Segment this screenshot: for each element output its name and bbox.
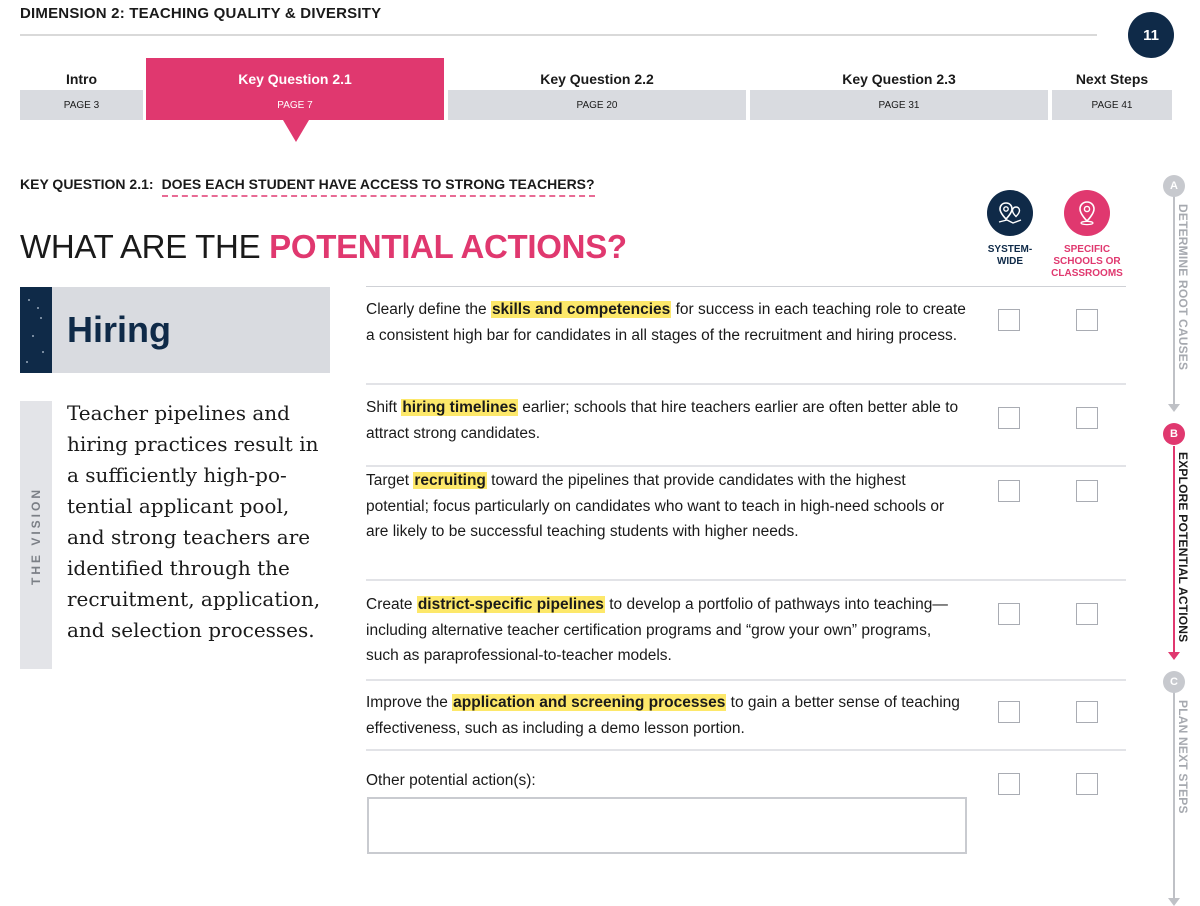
action-item [366, 395, 1126, 467]
tab-page: PAGE 31 [750, 90, 1048, 120]
actions-top-divider [366, 286, 1126, 287]
checkbox-specific[interactable] [1076, 701, 1098, 723]
action-highlight: hiring timelines [402, 399, 517, 416]
checkbox-system-wide[interactable] [998, 773, 1020, 795]
map-pin-icon [1064, 190, 1110, 236]
checkbox-specific[interactable] [1076, 773, 1098, 795]
side-nav-label-a[interactable]: DETERMINE ROOT CAUSES [1176, 204, 1190, 371]
action-text: Create district-specific pipelines to develop a portfolio of pathways into teaching—including alternative teacher certification programs and “grow your own” programs, such as paraprofessional-to-teacher models. [366, 596, 948, 664]
checkbox-specific[interactable] [1076, 309, 1098, 331]
side-nav-step-a[interactable]: A [1163, 175, 1185, 197]
key-question [20, 176, 595, 192]
chevron-down-icon [1168, 898, 1180, 906]
vision-label: THE VISION [29, 486, 43, 586]
checkbox-specific[interactable] [1076, 407, 1098, 429]
chevron-down-icon [1168, 404, 1180, 412]
side-nav-label-b[interactable]: EXPLORE POTENTIAL ACTIONS [1176, 452, 1190, 643]
key-question-prefix: KEY QUESTION 2.1: [20, 176, 154, 192]
map-pins-icon [987, 190, 1033, 236]
tab-page: PAGE 7 [277, 99, 313, 111]
action-highlight: recruiting [414, 472, 486, 489]
action-highlight: skills and competencies [491, 301, 671, 318]
tab-label: Key Question 2.2 [540, 71, 654, 87]
checkbox-specific[interactable] [1076, 603, 1098, 625]
section-image-strip [20, 287, 52, 373]
side-nav-line [1173, 196, 1175, 404]
page-headline [20, 228, 627, 266]
tab-intro[interactable] [20, 58, 143, 120]
headline-accent: POTENTIAL ACTIONS? [269, 228, 627, 265]
checkbox-system-wide[interactable] [998, 407, 1020, 429]
chevron-down-icon [1168, 652, 1180, 660]
other-actions-field[interactable] [367, 797, 967, 854]
column-label-system-wide: SYSTEM-WIDE [987, 244, 1033, 267]
column-label-specific: SPECIFIC SCHOOLS OR CLASSROOMS [1051, 244, 1123, 279]
action-text: Clearly define the skills and competencies for success in each teaching role to create a consistent high bar for candidates in all stages of the recruitment and hiring process. [366, 301, 966, 344]
dimension-title: DIMENSION 2: TEACHING QUALITY & DIVERSITY [20, 5, 382, 22]
checkbox-system-wide[interactable] [998, 309, 1020, 331]
tab-next-steps[interactable] [1052, 58, 1172, 120]
other-actions-label: Other potential action(s): [366, 772, 536, 789]
section-title: Hiring [67, 309, 171, 350]
side-nav-label-c[interactable]: PLAN NEXT STEPS [1176, 700, 1190, 814]
headline-lead: WHAT ARE THE [20, 228, 270, 265]
tab-key-question-2-2[interactable] [448, 58, 746, 120]
section-header [20, 287, 330, 373]
side-nav-step-c[interactable]: C [1163, 671, 1185, 693]
side-nav-step-b[interactable]: B [1163, 423, 1185, 445]
checkbox-system-wide[interactable] [998, 480, 1020, 502]
tab-key-question-2-3[interactable] [750, 58, 1048, 120]
action-text: Improve the application and screening processes to gain a better sense of teaching effectiveness, such as including a demo lesson portion. [366, 694, 960, 737]
tab-key-question-2-1[interactable] [146, 58, 444, 120]
vision-text: Teacher pipelines and hiring practices result in a sufficiently high-potential applicant pool, and strong teachers are identified through the recruitment, application, and selection processes. [67, 401, 321, 642]
action-text: Shift hiring timelines earlier; schools that hire teachers earlier are often better able to attract strong candidates. [366, 399, 959, 442]
tab-label: Key Question 2.1 [238, 71, 352, 87]
active-tab-pointer [283, 120, 309, 142]
tab-label: Key Question 2.3 [842, 71, 956, 87]
checkbox-specific[interactable] [1076, 480, 1098, 502]
action-highlight: district-specific pipelines [417, 596, 604, 613]
key-question-text: DOES EACH STUDENT HAVE ACCESS TO STRONG TEACHERS? [162, 176, 595, 197]
tab-page: PAGE 41 [1052, 90, 1172, 120]
header-divider [20, 34, 1097, 36]
checkbox-system-wide[interactable] [998, 603, 1020, 625]
action-highlight: application and screening processes [453, 694, 726, 711]
checkbox-system-wide[interactable] [998, 701, 1020, 723]
tab-page: PAGE 3 [20, 90, 143, 120]
side-nav-line-active [1173, 446, 1175, 652]
page-number-badge: 11 [1128, 12, 1174, 58]
tab-label: Next Steps [1075, 71, 1149, 87]
side-nav-line [1173, 692, 1175, 900]
tab-label: Intro [65, 71, 98, 87]
action-text: Target recruiting toward the pipelines that provide candidates with the highest potential; focus particularly on candidates who want to teach in high-need schools or are likely to be successful teaching students with higher needs. [366, 472, 945, 540]
tab-page: PAGE 20 [448, 90, 746, 120]
